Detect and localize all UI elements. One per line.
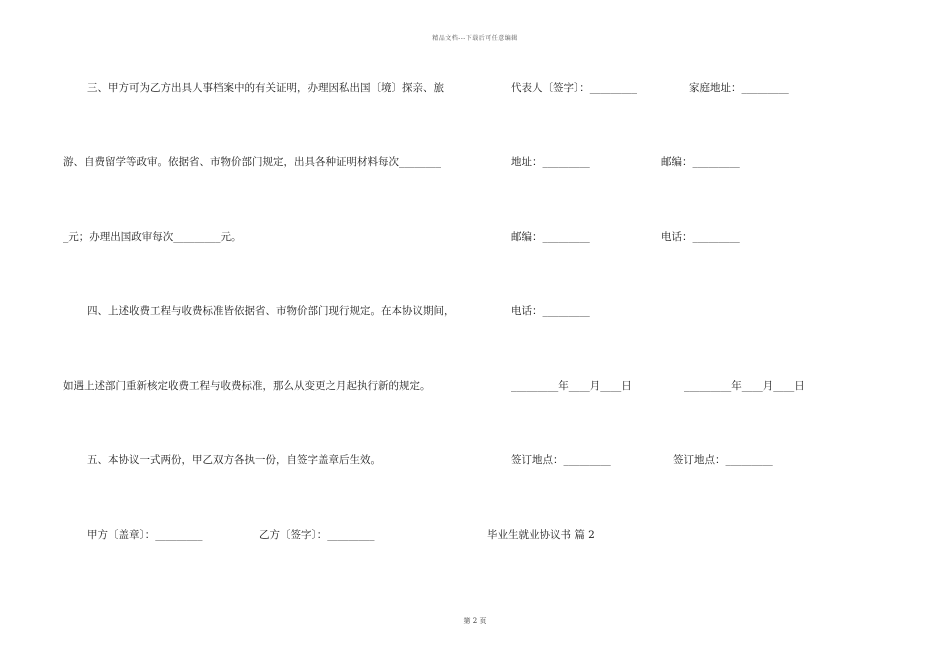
date-field-right: _________年____月____日 <box>684 380 805 392</box>
clause-3-line-2: 游、自费留学等政审。依据省、市物价部门规定，出具各种证明材料每次________ <box>63 156 441 168</box>
clause-4-line-2: 如遇上述部门重新核定收费工程与收费标准，那么从变更之月起执行新的规定。 <box>63 380 431 392</box>
signing-place-field-right: 签订地点：_________ <box>673 454 773 466</box>
date-field-left: _________年____月____日 <box>511 380 632 392</box>
page-header: 精品文档---下载后可任意编辑 <box>432 35 518 42</box>
clause-3-line-3: _元；办理出国政审每次_________元。 <box>63 231 242 243</box>
clause-5-line-1: 五、本协议一式两份，甲乙双方各执一份，自签字盖章后生效。 <box>87 454 381 466</box>
home-address-field: 家庭地址：_________ <box>689 82 789 94</box>
party-b-signature-field: 乙方〔签字〕：_________ <box>259 529 375 541</box>
page-number: 第 2 页 <box>463 617 487 625</box>
representative-signature-field: 代表人〔签字〕：_________ <box>511 82 637 94</box>
postcode-field-right: 邮编：_________ <box>661 156 740 168</box>
postcode-field-left: 邮编：_________ <box>511 231 590 243</box>
clause-3-line-1: 三、甲方可为乙方出具人事档案中的有关证明，办理因私出国〔境〕探亲、旅 <box>87 82 444 94</box>
phone-field-left: 电话：_________ <box>511 305 590 317</box>
party-a-seal-field: 甲方〔盖章〕：_________ <box>87 529 203 541</box>
phone-field-right: 电话：_________ <box>661 231 740 243</box>
section-title: 毕业生就业协议书 篇 2 <box>487 529 595 541</box>
address-field: 地址：_________ <box>511 156 590 168</box>
clause-4-line-1: 四、上述收费工程与收费标准皆依据省、市物价部门现行规定。在本协议期间， <box>87 305 455 317</box>
signing-place-field-left: 签订地点：_________ <box>511 454 611 466</box>
